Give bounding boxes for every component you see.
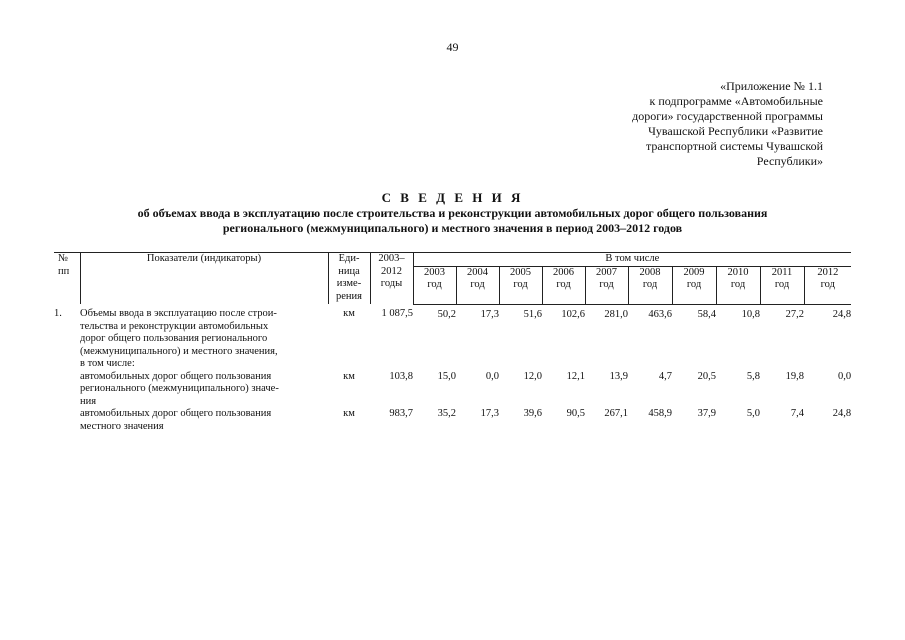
row-value: 51,6 [523,308,542,320]
row-value: 463,6 [648,308,672,320]
col-header-year-unit: год [672,279,716,292]
page-number: 49 [446,40,459,54]
row-value: 39,6 [523,408,542,419]
col-header-year: 2009 [672,266,716,279]
row-value: 58,4 [697,308,716,320]
row-value: 10,8 [741,308,760,320]
row-value: 7,4 [790,408,804,419]
col-header-no [54,253,80,305]
row-unit: км [343,308,355,319]
row-number [54,408,80,433]
indicator-line: ния [80,395,97,407]
col-header-year-unit: год [820,279,835,290]
col-header-year: 2012 [817,266,839,278]
col-header-year-unit: год [542,279,585,292]
indicator-line: автомобильных дорог общего пользования [80,408,272,419]
col-header-year: 2005 [499,266,542,279]
row-value: 19,8 [785,370,804,382]
header-spacer [585,292,628,305]
indicator-line: местного значения [80,420,164,432]
col-header-unit-line: Еди- [338,253,360,264]
header-spacer [804,292,851,305]
header-spacer [499,292,542,305]
indicator-line: в том числе: [80,358,135,369]
col-header-year-unit: год [628,279,672,292]
header-spacer [760,292,804,305]
document-title: С В Е Д Е Н И Я [381,190,524,205]
row-value: 12,0 [523,370,542,382]
row-value: 4,7 [658,370,672,382]
indicator-line: Объемы ввода в эксплуатацию после строи- [80,308,277,319]
col-header-unit-line: ница [338,265,360,277]
row-value: 27,2 [785,308,804,320]
col-header-year-unit: год [456,279,499,292]
appendix-line: Республики» [756,154,823,168]
indicator-line: дорог общего пользования регионального [80,333,268,344]
header-spacer [456,292,499,305]
col-header-year: 2004 [456,266,499,279]
row-value: 5,0 [746,408,760,419]
header-spacer [413,292,456,305]
col-header-no-line: № [58,253,69,264]
appendix-line: транспортной системы Чувашской [646,139,823,153]
row-value: 0,0 [838,370,852,382]
data-table [54,252,851,433]
col-header-year-unit: год [499,279,542,292]
header-spacer [628,292,672,305]
appendix-line: Чувашской Республики «Развитие [648,124,823,138]
col-header-unit-line: рения [336,290,362,302]
row-value: 5,8 [746,370,760,382]
row-unit: км [343,408,355,419]
table-row [54,371,851,409]
col-header-indicator: Показатели (индикаторы) [80,253,328,305]
row-value: 20,5 [697,370,716,382]
appendix-line: дороги» государственной программы [632,109,823,123]
appendix-line: «Приложение № 1.1 [720,79,823,93]
row-indicator [80,371,328,409]
row-number [54,371,80,409]
col-header-year-unit: год [760,279,804,292]
table-row [54,408,851,433]
col-header-year: 2006 [542,266,585,279]
row-value: 12,1 [566,370,585,382]
col-header-total-line: 2012 [381,265,402,277]
col-header-year: 2008 [628,266,672,279]
header-spacer [542,292,585,305]
col-header-year: 2003 [413,266,456,279]
row-total: 983,7 [389,408,413,419]
row-value: 17,3 [480,308,499,320]
col-header-year-unit: год [585,279,628,292]
document-subtitle [40,206,865,236]
row-total: 103,8 [389,370,413,382]
row-value: 90,5 [566,408,585,419]
row-value: 35,2 [437,408,456,419]
appendix-note [563,79,823,169]
row-unit: км [343,370,355,382]
row-value: 17,3 [480,408,499,419]
row-total: 1 087,5 [381,308,413,319]
row-value: 281,0 [604,308,628,320]
col-header-unit [328,253,370,305]
subtitle-line: регионального (межмуниципального) и местного значения в период 2003–2012 годов [222,221,683,235]
col-header-year: 2007 [585,266,628,279]
row-value: 15,0 [437,370,456,382]
col-header-total-line: 2003– [378,253,405,264]
col-header-total [370,253,413,305]
row-value: 458,9 [648,408,672,419]
header-spacer [716,292,760,305]
indicator-line: автомобильных дорог общего пользования [80,370,272,382]
col-header-year: 2011 [760,266,804,279]
col-header-year: 2010 [716,266,760,279]
row-value: 37,9 [697,408,716,419]
col-header-year-unit: год [716,279,760,292]
row-value: 24,8 [832,408,852,419]
col-header-year-unit: год [413,279,456,292]
col-header-incl: В том числе [413,253,851,267]
row-value: 24,8 [832,308,852,320]
row-value: 102,6 [561,308,585,320]
appendix-line: к подпрограмме «Автомобильные [649,94,823,108]
header-spacer [672,292,716,305]
col-header-no-line: пп [58,265,70,277]
row-number: 1. [54,308,62,319]
subtitle-line: об объемах ввода в эксплуатацию после строительства и реконструкции автомобильных дорог общего пользования [137,206,768,220]
row-indicator [80,304,328,371]
indicator-line: тельства и реконструкции автомобильных [80,320,269,332]
row-value: 50,2 [437,308,456,320]
row-indicator [80,408,328,433]
row-value: 13,9 [609,370,628,382]
indicator-line: регионального (межмуниципального) значе- [80,383,279,394]
col-header-unit-line: изме- [336,278,362,289]
row-value: 267,1 [604,408,628,419]
row-value: 0,0 [485,370,499,382]
indicator-line: (межмуниципального) и местного значения, [80,345,278,357]
col-header-total-line: годы [380,278,403,289]
table-row [54,304,851,371]
